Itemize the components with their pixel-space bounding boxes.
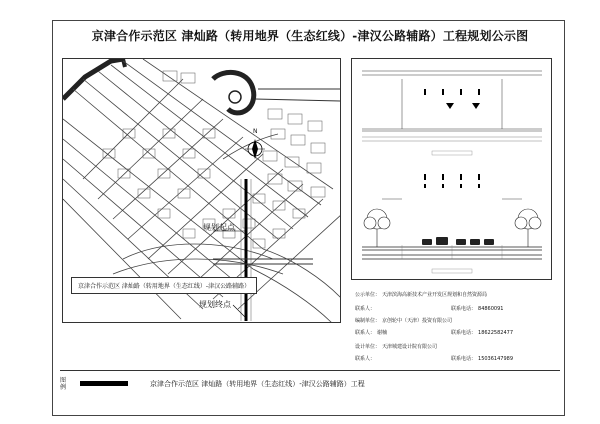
tree-left-icon bbox=[364, 209, 390, 247]
publication-info bbox=[351, 285, 552, 368]
designer-row: 设计单位： 天津城建设计院有限公司 bbox=[355, 344, 438, 350]
owner-row: 公示单位： 天津滨海高新技术产业开发区规划和自然资源局 bbox=[355, 292, 488, 298]
designer-contact-row: 联系人： 联系电话： 15036147989 bbox=[355, 356, 514, 362]
compass-icon bbox=[245, 139, 265, 159]
legend-line-swatch bbox=[80, 381, 128, 386]
legend bbox=[60, 370, 560, 408]
compass-north-label: N bbox=[253, 128, 258, 135]
start-point-label: 规划起点 bbox=[203, 223, 235, 232]
end-point-label: 规划终点 bbox=[199, 300, 231, 309]
cross-section-drawing bbox=[351, 58, 552, 280]
vehicles-icon bbox=[422, 237, 494, 245]
tree-right-icon bbox=[515, 209, 541, 247]
builder-contact-row: 联系人： 谢楠 联系电话： 18622582477 bbox=[355, 330, 514, 336]
legend-entry-text: 京津合作示范区 津灿路（转用地界（生态红线）-津汉公路辅路）工程 bbox=[150, 380, 365, 388]
cross-section-illustration bbox=[352, 59, 552, 280]
document-title: 京津合作示范区 津灿路（转用地界（生态红线）-津汉公路辅路）工程规划公示图 bbox=[91, 29, 529, 43]
builder-row: 编制单位： 京创轮中（天津）投资有限公司 bbox=[355, 318, 453, 324]
owner-contact-row: 联系人： 联系电话： 84860091 bbox=[355, 306, 504, 312]
legend-heading: 图例 bbox=[60, 377, 67, 391]
location-map bbox=[62, 58, 341, 323]
project-callout-box: 京津合作示范区 津灿路（转用地界（生态红线）-津汉公路辅路） bbox=[71, 277, 257, 294]
